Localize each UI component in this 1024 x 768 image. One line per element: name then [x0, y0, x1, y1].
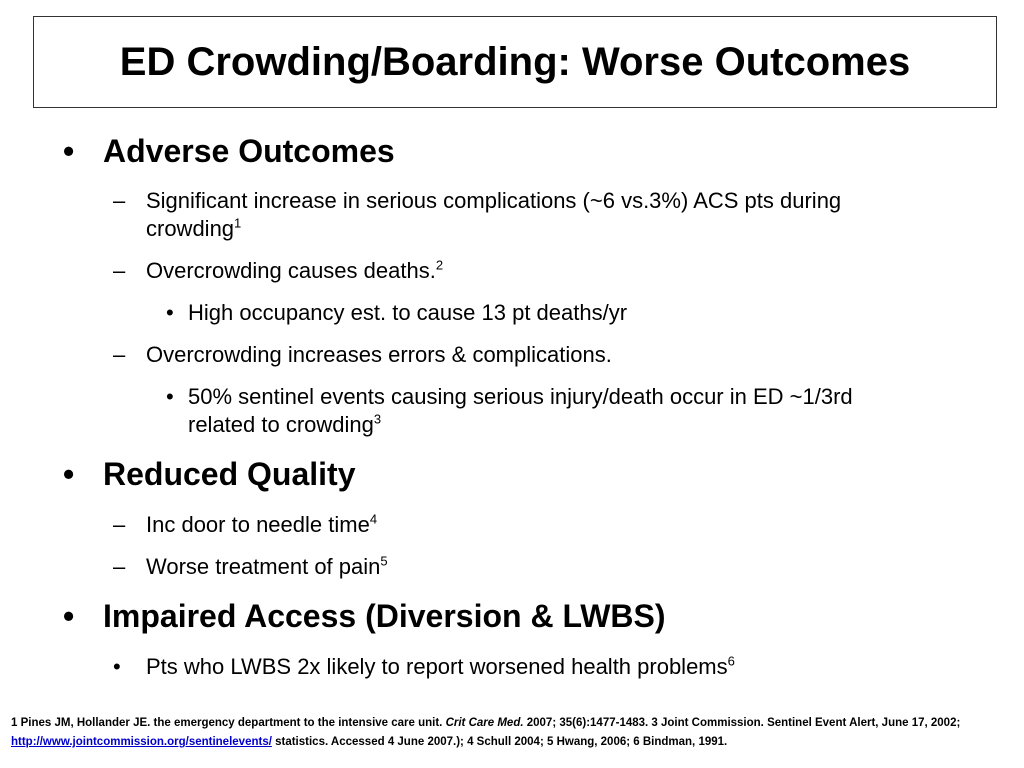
- citation-sup: 4: [369, 511, 378, 527]
- sub-sub-bullet-line-1: 50% sentinel events causing serious injury/death occur in ED ~1/3rd: [188, 384, 853, 409]
- sub-bullet-complications: [113, 187, 841, 243]
- footnote-journal: Crit Care Med.: [445, 717, 524, 729]
- sub-bullet-line-1: Significant increase in serious complications (~6 vs.3%) ACS pts during: [146, 188, 842, 213]
- sub-bullet-line: Overcrowding causes deaths.: [146, 258, 436, 283]
- sub-sub-bullet-line-2: related to crowding: [188, 412, 374, 437]
- sentinel-events-link[interactable]: http://www.jointcommission.org/sentinelevents/: [11, 736, 272, 748]
- sub-bullet-errors: [113, 341, 612, 369]
- sub-bullet-pain: [113, 553, 388, 581]
- dash-marker: –: [113, 188, 126, 213]
- bullet-marker: •: [63, 598, 75, 634]
- bullet-reduced-quality: [63, 456, 356, 493]
- citation-sup: 1: [234, 215, 242, 231]
- bullet-heading: Impaired Access (Diversion & LWBS): [103, 598, 666, 634]
- sub-sub-bullet-text: [188, 383, 853, 439]
- sub-sub-bullet-sentinel: [166, 383, 853, 439]
- sub-bullet-text: [146, 187, 841, 243]
- bullet-marker: •: [166, 300, 174, 325]
- bullet-impaired-access: [63, 598, 666, 635]
- sub-bullet-text: [146, 511, 377, 539]
- bullet-marker: •: [166, 384, 174, 409]
- sub-bullet-text: [146, 553, 388, 581]
- footnote-references: [11, 714, 1016, 752]
- dash-marker: –: [113, 512, 126, 537]
- sub-sub-bullet-text: High occupancy est. to cause 13 pt deaths/yr: [188, 300, 628, 325]
- bullet-marker: •: [113, 654, 121, 679]
- sub-bullet-text: [146, 653, 735, 681]
- title-box: [33, 16, 997, 108]
- sub-bullet-line: Inc door to needle time: [146, 512, 370, 537]
- sub-bullet-lwbs: [113, 653, 735, 681]
- footnote-text: 1 Pines JM, Hollander JE. the emergency department to the intensive care unit.: [11, 717, 446, 729]
- sub-bullet-text: Overcrowding increases errors & complications.: [146, 342, 612, 367]
- dash-marker: –: [113, 554, 126, 579]
- citation-sup: 6: [727, 653, 735, 669]
- sub-bullet-line: Pts who LWBS 2x likely to report worsened health problems: [146, 654, 728, 679]
- citation-sup: 2: [435, 257, 444, 273]
- dash-marker: –: [113, 342, 126, 367]
- footnote-text: 2007; 35(6):1477-1483. 3 Joint Commission. Sentinel Event Alert, June 17, 2002;: [523, 717, 961, 729]
- bullet-heading: Adverse Outcomes: [103, 133, 395, 169]
- sub-sub-bullet-occupancy: [166, 299, 627, 327]
- citation-sup: 5: [380, 553, 388, 569]
- sub-bullet-text: [146, 257, 443, 285]
- bullet-heading: Reduced Quality: [103, 456, 356, 492]
- bullet-marker: •: [63, 133, 75, 169]
- bullet-adverse-outcomes: [63, 133, 395, 170]
- dash-marker: –: [113, 258, 126, 283]
- citation-sup: 3: [373, 411, 382, 427]
- bullet-marker: •: [63, 456, 75, 492]
- slide-title: ED Crowding/Boarding: Worse Outcomes: [119, 39, 911, 84]
- sub-bullet-line: Worse treatment of pain: [146, 554, 381, 579]
- footnote-text: statistics. Accessed 4 June 2007.); 4 Schull 2004; 5 Hwang, 2006; 6 Bindman, 1991.: [271, 736, 728, 748]
- sub-bullet-door-to-needle: [113, 511, 377, 539]
- sub-bullet-line-2: crowding: [146, 216, 235, 241]
- sub-bullet-deaths: [113, 257, 443, 285]
